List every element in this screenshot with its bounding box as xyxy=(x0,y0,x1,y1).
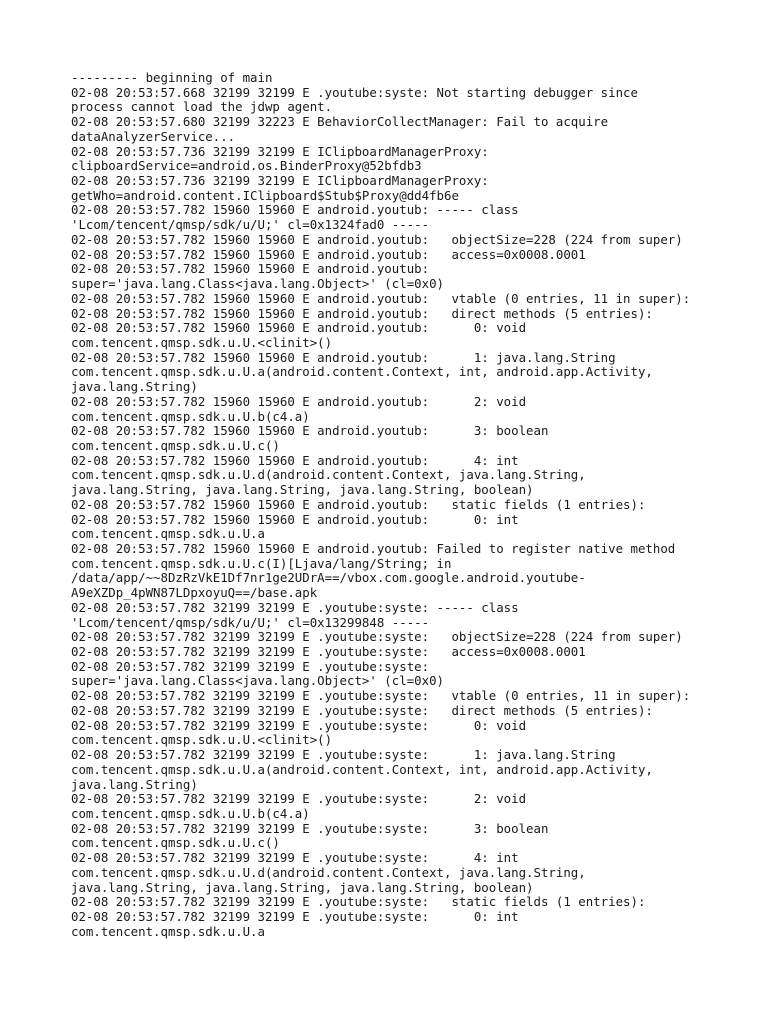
log-line: /data/app/~~8DzRzVkE1Df7nr1ge2UDrA==/vbox.com.google.android.youtube- xyxy=(71,570,586,586)
log-line: 02-08 20:53:57.782 32199 32199 E .youtube:syste: 3: boolean xyxy=(71,820,549,836)
log-line: super='java.lang.Class<java.lang.Object>' (cl=0x0) xyxy=(71,673,444,689)
log-document xyxy=(71,71,751,939)
log-line: super='java.lang.Class<java.lang.Object>' (cl=0x0) xyxy=(71,276,444,292)
log-line: 02-08 20:53:57.736 32199 32199 E IClipboardManagerProxy: xyxy=(71,173,489,189)
log-line: 02-08 20:53:57.782 32199 32199 E .youtube:syste: 2: void xyxy=(71,791,527,807)
log-line: 02-08 20:53:57.736 32199 32199 E IClipboardManagerProxy: xyxy=(71,143,489,159)
log-line: com.tencent.qmsp.sdk.u.U.<clinit>() xyxy=(71,334,333,350)
log-line: 02-08 20:53:57.782 32199 32199 E .youtube:syste: xyxy=(71,658,430,674)
log-line: 02-08 20:53:57.782 32199 32199 E .youtube:syste: 0: void xyxy=(71,717,527,733)
log-line: java.lang.String, java.lang.String, java.lang.String, boolean) xyxy=(71,879,534,895)
log-line: java.lang.String, java.lang.String, java.lang.String, boolean) xyxy=(71,482,534,498)
log-line: com.tencent.qmsp.sdk.u.U.b(c4.a) xyxy=(71,805,310,821)
log-line: 02-08 20:53:57.782 15960 15960 E android.youtub: 4: int xyxy=(71,452,519,468)
log-line: --------- beginning of main xyxy=(71,70,273,85)
log-line: com.tencent.qmsp.sdk.u.U.c() xyxy=(71,835,280,851)
log-line: 02-08 20:53:57.782 15960 15960 E android.youtub: vtable (0 entries, 11 in super): xyxy=(71,290,691,306)
log-line: 02-08 20:53:57.782 15960 15960 E android.youtub: 0: void xyxy=(71,320,527,336)
log-line: 02-08 20:53:57.782 15960 15960 E android.youtub: 2: void xyxy=(71,393,527,409)
log-line: 02-08 20:53:57.782 15960 15960 E android.youtub: direct methods (5 entries): xyxy=(71,305,653,321)
log-line: com.tencent.qmsp.sdk.u.U.a xyxy=(71,526,265,542)
log-line: com.tencent.qmsp.sdk.u.U.<clinit>() xyxy=(71,732,333,748)
log-line: 02-08 20:53:57.782 15960 15960 E android.youtub: 1: java.lang.String xyxy=(71,349,616,365)
log-line: com.tencent.qmsp.sdk.u.U.c() xyxy=(71,437,280,453)
log-line: java.lang.String) xyxy=(71,379,198,395)
log-line: 02-08 20:53:57.782 15960 15960 E android.youtub: access=0x0008.0001 xyxy=(71,246,586,262)
log-line: 'Lcom/tencent/qmsp/sdk/u/U;' cl=0x1324fad0 ----- xyxy=(71,217,430,233)
log-line: com.tencent.qmsp.sdk.u.U.d(android.content.Context, java.lang.String, xyxy=(71,864,586,880)
log-line: com.tencent.qmsp.sdk.u.U.c(I)[Ljava/lang/String; in xyxy=(71,555,452,571)
log-line: 02-08 20:53:57.782 32199 32199 E .youtube:syste: vtable (0 entries, 11 in super): xyxy=(71,688,691,704)
log-line: 'Lcom/tencent/qmsp/sdk/u/U;' cl=0x13299848 ----- xyxy=(71,614,430,630)
log-line: 02-08 20:53:57.782 32199 32199 E .youtube:syste: 4: int xyxy=(71,850,519,866)
log-line: com.tencent.qmsp.sdk.u.U.b(c4.a) xyxy=(71,408,310,424)
log-line: 02-08 20:53:57.782 32199 32199 E .youtube:syste: ----- class xyxy=(71,599,519,615)
log-line: 02-08 20:53:57.782 32199 32199 E .youtube:syste: objectSize=228 (224 from super) xyxy=(71,629,683,645)
log-line: 02-08 20:53:57.782 32199 32199 E .youtube:syste: static fields (1 entries): xyxy=(71,894,646,910)
log-line: 02-08 20:53:57.782 32199 32199 E .youtube:syste: direct methods (5 entries): xyxy=(71,702,653,718)
log-line: java.lang.String) xyxy=(71,776,198,792)
log-line: 02-08 20:53:57.782 15960 15960 E android.youtub: static fields (1 entries): xyxy=(71,496,646,512)
log-line: 02-08 20:53:57.782 15960 15960 E android.youtub: ----- class xyxy=(71,202,519,218)
log-line: 02-08 20:53:57.782 15960 15960 E android.youtub: objectSize=228 (224 from super) xyxy=(71,231,683,247)
log-line: 02-08 20:53:57.782 32199 32199 E .youtube:syste: access=0x0008.0001 xyxy=(71,644,586,660)
log-line: 02-08 20:53:57.782 15960 15960 E android.youtub: 0: int xyxy=(71,511,519,527)
log-line: 02-08 20:53:57.782 15960 15960 E android.youtub: Failed to register native method xyxy=(71,541,676,556)
log-line: com.tencent.qmsp.sdk.u.U.a(android.content.Context, int, android.app.Activity, xyxy=(71,364,653,380)
log-line: process cannot load the jdwp agent. xyxy=(71,99,333,115)
log-line: dataAnalyzerService... xyxy=(71,128,236,144)
log-line: com.tencent.qmsp.sdk.u.U.a(android.content.Context, int, android.app.Activity, xyxy=(71,761,653,777)
log-line: 02-08 20:53:57.668 32199 32199 E .youtube:syste: Not starting debugger since xyxy=(71,84,638,100)
log-line: 02-08 20:53:57.782 32199 32199 E .youtube:syste: 1: java.lang.String xyxy=(71,747,616,763)
log-line: 02-08 20:53:57.680 32199 32223 E BehaviorCollectManager: Fail to acquire xyxy=(71,114,609,130)
log-line: 02-08 20:53:57.782 32199 32199 E .youtube:syste: 0: int xyxy=(71,908,519,924)
log-line: getWho=android.content.IClipboard$Stub$Proxy@dd4fb6e xyxy=(71,187,459,203)
log-line: 02-08 20:53:57.782 15960 15960 E android.youtub: xyxy=(71,261,430,277)
log-line: clipboardService=android.os.BinderProxy@52bfdb3 xyxy=(71,158,422,174)
log-line: 02-08 20:53:57.782 15960 15960 E android.youtub: 3: boolean xyxy=(71,423,549,439)
log-line: A9eXZDp_4pWN87LDpxoyuQ==/base.apk xyxy=(71,585,318,601)
log-line: com.tencent.qmsp.sdk.u.U.a xyxy=(71,923,265,939)
log-line: com.tencent.qmsp.sdk.u.U.d(android.content.Context, java.lang.String, xyxy=(71,467,586,483)
